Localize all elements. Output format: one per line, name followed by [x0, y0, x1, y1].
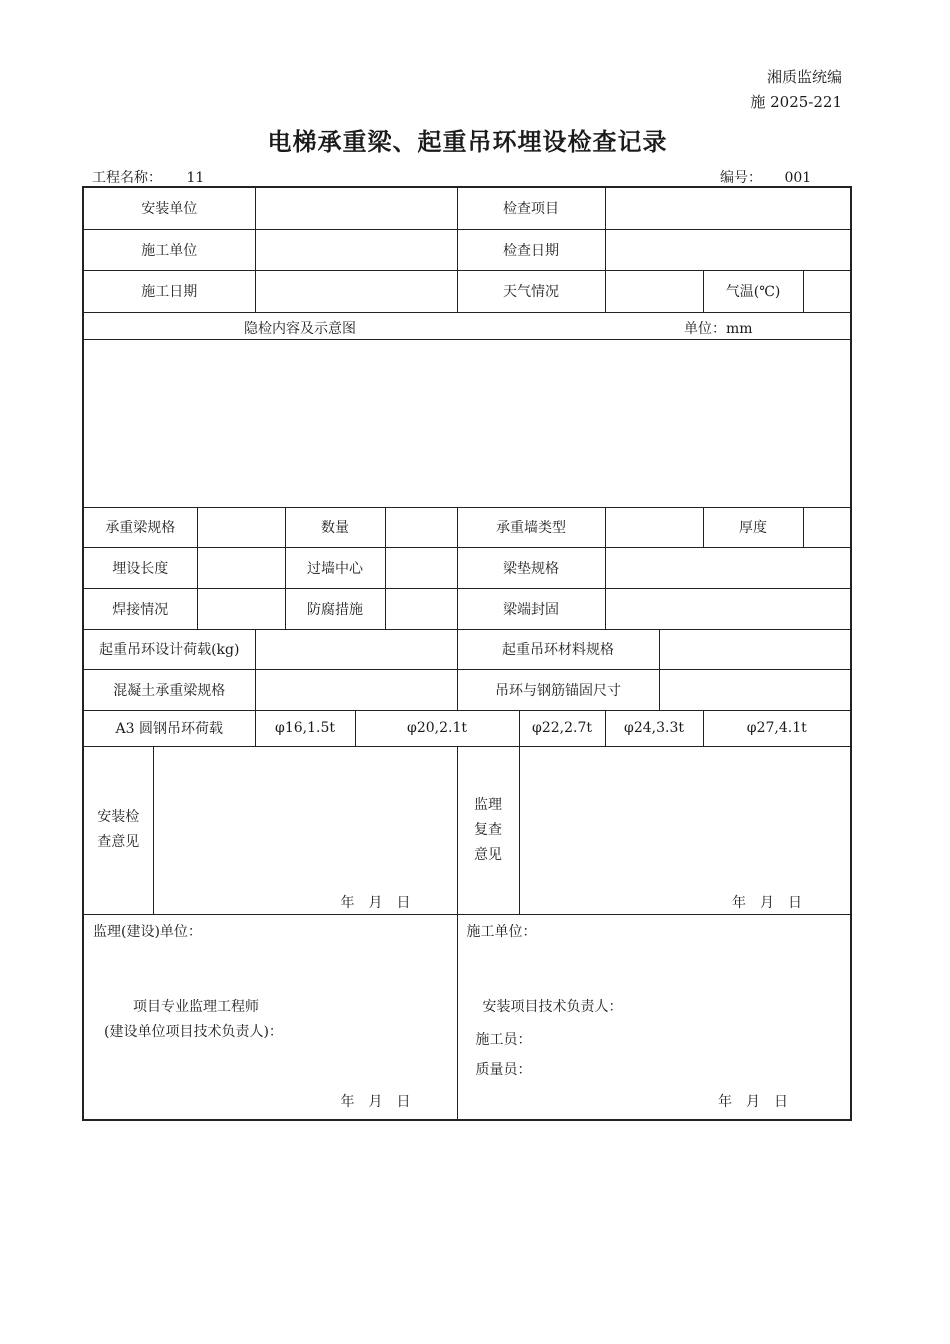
wall-center-label: 过墙中心 [285, 547, 385, 588]
hidden-content-header [83, 312, 851, 339]
construction-sign-date: 年 月 日 [718, 1094, 789, 1110]
record-number-label: 编号： [720, 170, 762, 186]
diagram-area[interactable] [83, 339, 851, 507]
load-option: φ24,3.3t [605, 710, 703, 746]
pad-spec-value[interactable] [605, 547, 851, 588]
check-item-label: 检查项目 [457, 187, 605, 229]
ring-design-load-label: 起重吊环设计荷载(kg) [83, 629, 255, 669]
supervision-unit-sign-area[interactable] [83, 914, 457, 1120]
construction-unit-label: 施工单位 [83, 229, 255, 270]
ring-material-spec-label: 起重吊环材料规格 [457, 629, 659, 669]
beam-end-seal-value[interactable] [605, 588, 851, 629]
quantity-label: 数量 [285, 507, 385, 547]
weather-label: 天气情况 [457, 270, 605, 312]
pad-spec-label: 梁垫规格 [457, 547, 605, 588]
concrete-beam-spec-label: 混凝土承重梁规格 [83, 669, 255, 710]
weather-value[interactable] [605, 270, 703, 312]
install-unit-label: 安装单位 [83, 187, 255, 229]
load-option: φ16,1.5t [255, 710, 355, 746]
ring-material-spec-value[interactable] [659, 629, 851, 669]
construction-unit-value[interactable] [255, 229, 457, 270]
construction-date-value[interactable] [255, 270, 457, 312]
project-name-value: 11 [186, 170, 205, 186]
ring-anchor-size-label: 吊环与钢筋锚固尺寸 [457, 669, 659, 710]
temperature-label: 气温(℃) [703, 270, 803, 312]
hidden-content-label: 隐检内容及示意图 [244, 320, 356, 337]
unit-label: 单位：mm [684, 320, 753, 337]
weld-value[interactable] [197, 588, 285, 629]
embed-length-value[interactable] [197, 547, 285, 588]
page-title: 电梯承重梁、起重吊环埋设检查记录 [267, 128, 668, 156]
thickness-label: 厚度 [703, 507, 803, 547]
project-name-line [92, 167, 204, 187]
supervision-review-date: 年 月 日 [732, 894, 803, 911]
form-number-code: 施 2025-221 [750, 93, 842, 111]
install-unit-value[interactable] [255, 187, 457, 229]
owner-tech-label: (建设单位项目技术负责人)： [104, 1023, 283, 1040]
construction-date-label: 施工日期 [83, 270, 255, 312]
install-tech-label: 安装项目技术负责人： [482, 998, 623, 1015]
check-date-value[interactable] [605, 229, 851, 270]
inspection-record-table [82, 186, 852, 1121]
anticorrosion-label: 防腐措施 [285, 588, 385, 629]
load-option: φ22,2.7t [519, 710, 605, 746]
supervision-review-label: 监理 复查 意见 [457, 746, 519, 914]
supervision-unit-label: 监理(建设)单位： [93, 923, 202, 940]
form-series-code: 湘质监统编 [766, 68, 842, 86]
weld-label: 焊接情况 [83, 588, 197, 629]
beam-spec-label: 承重梁规格 [83, 507, 197, 547]
ring-design-load-value[interactable] [255, 629, 457, 669]
wall-center-value[interactable] [385, 547, 457, 588]
load-option: φ27,4.1t [703, 710, 851, 746]
record-number-line [720, 167, 811, 187]
thickness-value[interactable] [803, 507, 851, 547]
beam-end-seal-label: 梁端封固 [457, 588, 605, 629]
beam-spec-value[interactable] [197, 507, 285, 547]
supervision-sign-date: 年 月 日 [340, 1094, 411, 1110]
check-date-label: 检查日期 [457, 229, 605, 270]
install-check-opinion-label: 安装检 查意见 [83, 746, 153, 914]
wall-type-value[interactable] [605, 507, 703, 547]
load-option: φ20,2.1t [355, 710, 519, 746]
a3-ring-load-label: A3 圆钢吊环荷载 [83, 710, 255, 746]
constructor-label: 施工员： [475, 1031, 532, 1048]
install-check-date: 年 月 日 [340, 894, 411, 911]
ring-anchor-size-value[interactable] [659, 669, 851, 710]
project-name-label: 工程名称： [92, 170, 162, 186]
anticorrosion-value[interactable] [385, 588, 457, 629]
construction-unit-label: 施工单位： [466, 923, 537, 940]
concrete-beam-spec-value[interactable] [255, 669, 457, 710]
install-check-opinion-value[interactable] [153, 746, 457, 914]
supervision-review-value[interactable] [519, 746, 851, 914]
wall-type-label: 承重墙类型 [457, 507, 605, 547]
check-item-value[interactable] [605, 187, 851, 229]
record-number-value: 001 [784, 170, 812, 186]
temperature-value[interactable] [803, 270, 851, 312]
embed-length-label: 埋设长度 [83, 547, 197, 588]
quality-inspector-label: 质量员： [475, 1061, 532, 1078]
quantity-value[interactable] [385, 507, 457, 547]
supervisor-engineer-label: 项目专业监理工程师 [133, 998, 259, 1015]
construction-unit-sign-area[interactable] [457, 914, 851, 1120]
